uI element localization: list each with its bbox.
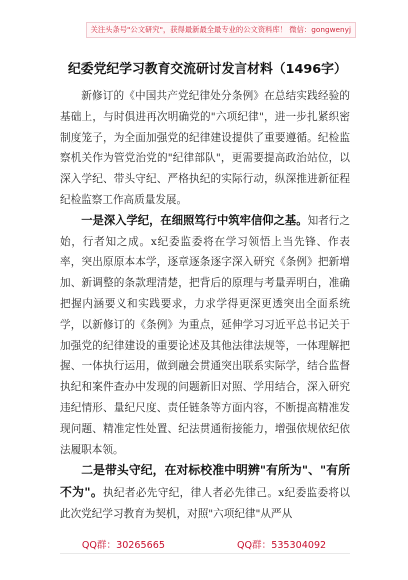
qq-group-right: QQ群：535304092 <box>236 540 327 551</box>
section-2-body: 执纪者必先守纪，律人者必先律己。x纪委监委将以此次党纪学习教育为契机，对照"六项纪律"从严从 <box>60 487 350 520</box>
section-2-paragraph <box>60 460 350 524</box>
section-1-body: 知者行之始，行者知之成。x纪委监委将在学习领悟上当先锋、作表率，突出原原本本学，逐章逐条逐字深入研究《条例》把新增加、新调整的条款理清楚，把背后的原理与考量弄明白，准确把握内涵要义和实践要求，力求学得更深更透突出全面系统学，以新修订的《条例》为重点，延伸学习习近平总书记关于加强党的纪律建设的重要论述及其他法律法规等，一体理解把握、一体执行运用，做到融会贯通突出联系实际学，结合监督执纪和案件查办中发现的问题新旧对照、学用结合，深入研究违纪情形、量纪尺度、责任链条等方面内容，不断提高精准发现问题、精准定性处置、纪法贯通衔接能力，增强依规依纪依法履职本领。 <box>60 214 351 456</box>
promo-banner: 关注头条号"公文研究"，获得最新最全最专业的公文资料库！ 微信：gongwenyj <box>86 22 356 38</box>
document-body <box>60 86 350 525</box>
footer <box>0 537 408 551</box>
footer-divider <box>60 553 350 554</box>
qq-group-left: QQ群：30265665 <box>81 540 165 551</box>
section-1-paragraph <box>60 211 350 461</box>
section-2-heading: 二是带头守纪，在对标校准中明辨"有所为"、"有所不为"。 <box>60 463 350 500</box>
document-title: 纪委党纪学习教育交流研讨发言材料（1496字） <box>68 62 347 77</box>
intro-paragraph: 新修订的《中国共产党纪律处分条例》在总结实践经验的基础上，与时俱进再次明确党的"六项纪律"，进一步扎紧织密制度笼子，为全面加强党的纪律建设提供了重要遵循。纪检监察机关作为管党治党的"纪律部队"，更需要提高政治站位，以深入学纪、带头守纪、严格执纪的实际行动，纵深推进新征程纪检监察工作高质量发展。 <box>60 90 350 206</box>
section-1-heading: 一是深入学纪，在细照笃行中筑牢信仰之基。 <box>81 213 308 227</box>
